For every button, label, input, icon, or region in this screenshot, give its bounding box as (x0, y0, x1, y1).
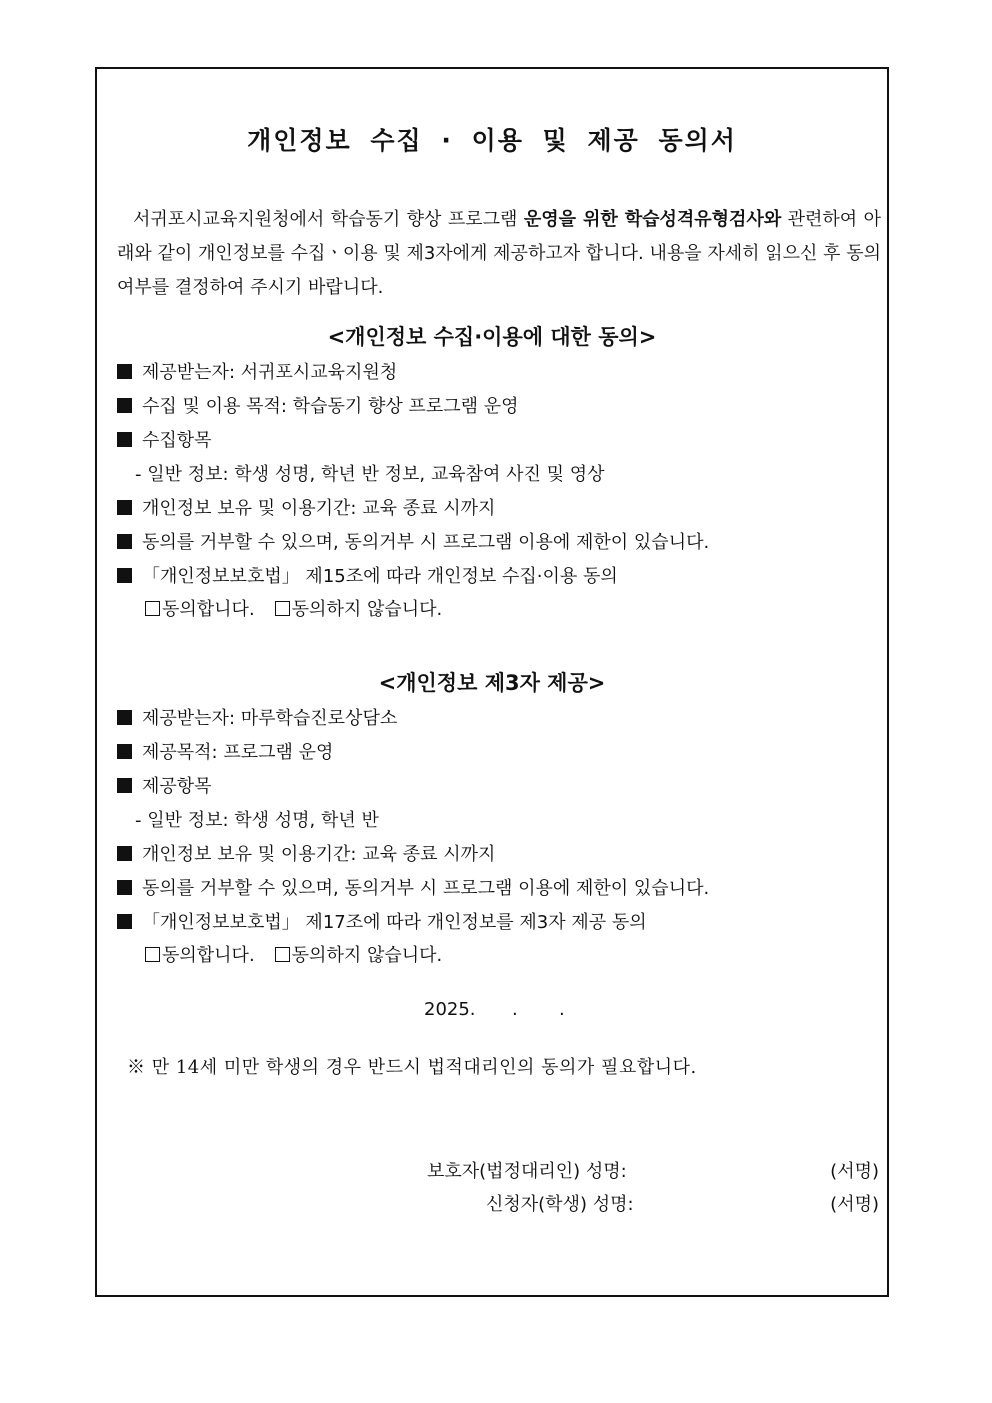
section2-agree-option[interactable]: 동의합니다. (145, 945, 255, 966)
date-day-dot: . (559, 999, 565, 1020)
section-third-party-title: <개인정보 제3자 제공> (378, 671, 606, 695)
intro-text-bold: 운영을 위한 학습성격유형검사와 (523, 209, 782, 230)
section-collection-title: <개인정보 수집·이용에 대한 동의> (327, 325, 657, 349)
intro-text-part2: 관련하여 아래와 같이 개인정보를 수집ㆍ이용 및 제3자에게 제공하고자 합니다. 내용을 자세히 읽으신 후 동의 여부를 결정하여 주시기 바랍니다. (117, 209, 882, 298)
date-year: 2025. (424, 999, 476, 1020)
section2-consent-options (145, 944, 442, 968)
square-bullet-icon (117, 744, 132, 759)
square-bullet-icon (117, 568, 132, 583)
section1-sub-item-general-info: - 일반 정보: 학생 성명, 학년 반 정보, 교육참여 사진 및 영상 (135, 464, 605, 485)
intro-text-part1: 서귀포시교육지원청에서 학습동기 향상 프로그램 (133, 209, 524, 230)
section2-item-retention: 개인정보 보유 및 이용기간: 교육 종료 시까지 (117, 843, 495, 867)
checkbox-icon[interactable] (145, 947, 160, 962)
section2-item-fields: 제공항목 (117, 775, 212, 799)
minor-consent-note: ※ 만 14세 미만 학생의 경우 반드시 법적대리인의 동의가 필요합니다. (127, 1057, 697, 1078)
section1-item-legal-basis: 「개인정보보호법」 제15조에 따라 개인정보 수집·이용 동의 (117, 565, 618, 589)
document-title: 개인정보 수집 · 이용 및 제공 동의서 (247, 126, 737, 155)
section2-item-refusal: 동의를 거부할 수 있으며, 동의거부 시 프로그램 이용에 제한이 있습니다. (117, 877, 709, 901)
section1-item-recipient: 제공받는자: 서귀포시교육지원청 (117, 361, 397, 385)
square-bullet-icon (117, 398, 132, 413)
checkbox-icon[interactable] (145, 601, 160, 616)
square-bullet-icon (117, 364, 132, 379)
square-bullet-icon (117, 880, 132, 895)
square-bullet-icon (117, 432, 132, 447)
section2-disagree-option[interactable]: 동의하지 않습니다. (275, 945, 443, 966)
guardian-name-label: 보호자(법정대리인) 성명: (427, 1161, 627, 1182)
section1-disagree-option[interactable]: 동의하지 않습니다. (275, 599, 443, 620)
square-bullet-icon (117, 846, 132, 861)
square-bullet-icon (117, 500, 132, 515)
square-bullet-icon (117, 710, 132, 725)
section1-agree-option[interactable]: 동의합니다. (145, 599, 255, 620)
student-name-label: 신청자(학생) 성명: (486, 1194, 634, 1215)
section1-item-fields: 수집항목 (117, 429, 212, 453)
guardian-sign-suffix: (서명) (830, 1161, 879, 1182)
section2-item-recipient: 제공받는자: 마루학습진로상담소 (117, 707, 397, 731)
square-bullet-icon (117, 534, 132, 549)
section2-item-purpose: 제공목적: 프로그램 운영 (117, 741, 333, 765)
section1-consent-options (145, 598, 442, 622)
section2-sub-item-general-info: - 일반 정보: 학생 성명, 학년 반 (135, 810, 379, 831)
date-month-dot: . (512, 999, 518, 1020)
section1-item-refusal: 동의를 거부할 수 있으며, 동의거부 시 프로그램 이용에 제한이 있습니다. (117, 531, 709, 555)
section1-item-purpose: 수집 및 이용 목적: 학습동기 향상 프로그램 운영 (117, 395, 519, 419)
section2-item-legal-basis: 「개인정보보호법」 제17조에 따라 개인정보를 제3자 제공 동의 (117, 911, 647, 935)
square-bullet-icon (117, 914, 132, 929)
square-bullet-icon (117, 778, 132, 793)
student-sign-suffix: (서명) (830, 1194, 879, 1215)
checkbox-icon[interactable] (275, 601, 290, 616)
intro-paragraph (117, 203, 881, 305)
section1-item-retention: 개인정보 보유 및 이용기간: 교육 종료 시까지 (117, 497, 495, 521)
consent-form-frame (95, 67, 889, 1297)
checkbox-icon[interactable] (275, 947, 290, 962)
